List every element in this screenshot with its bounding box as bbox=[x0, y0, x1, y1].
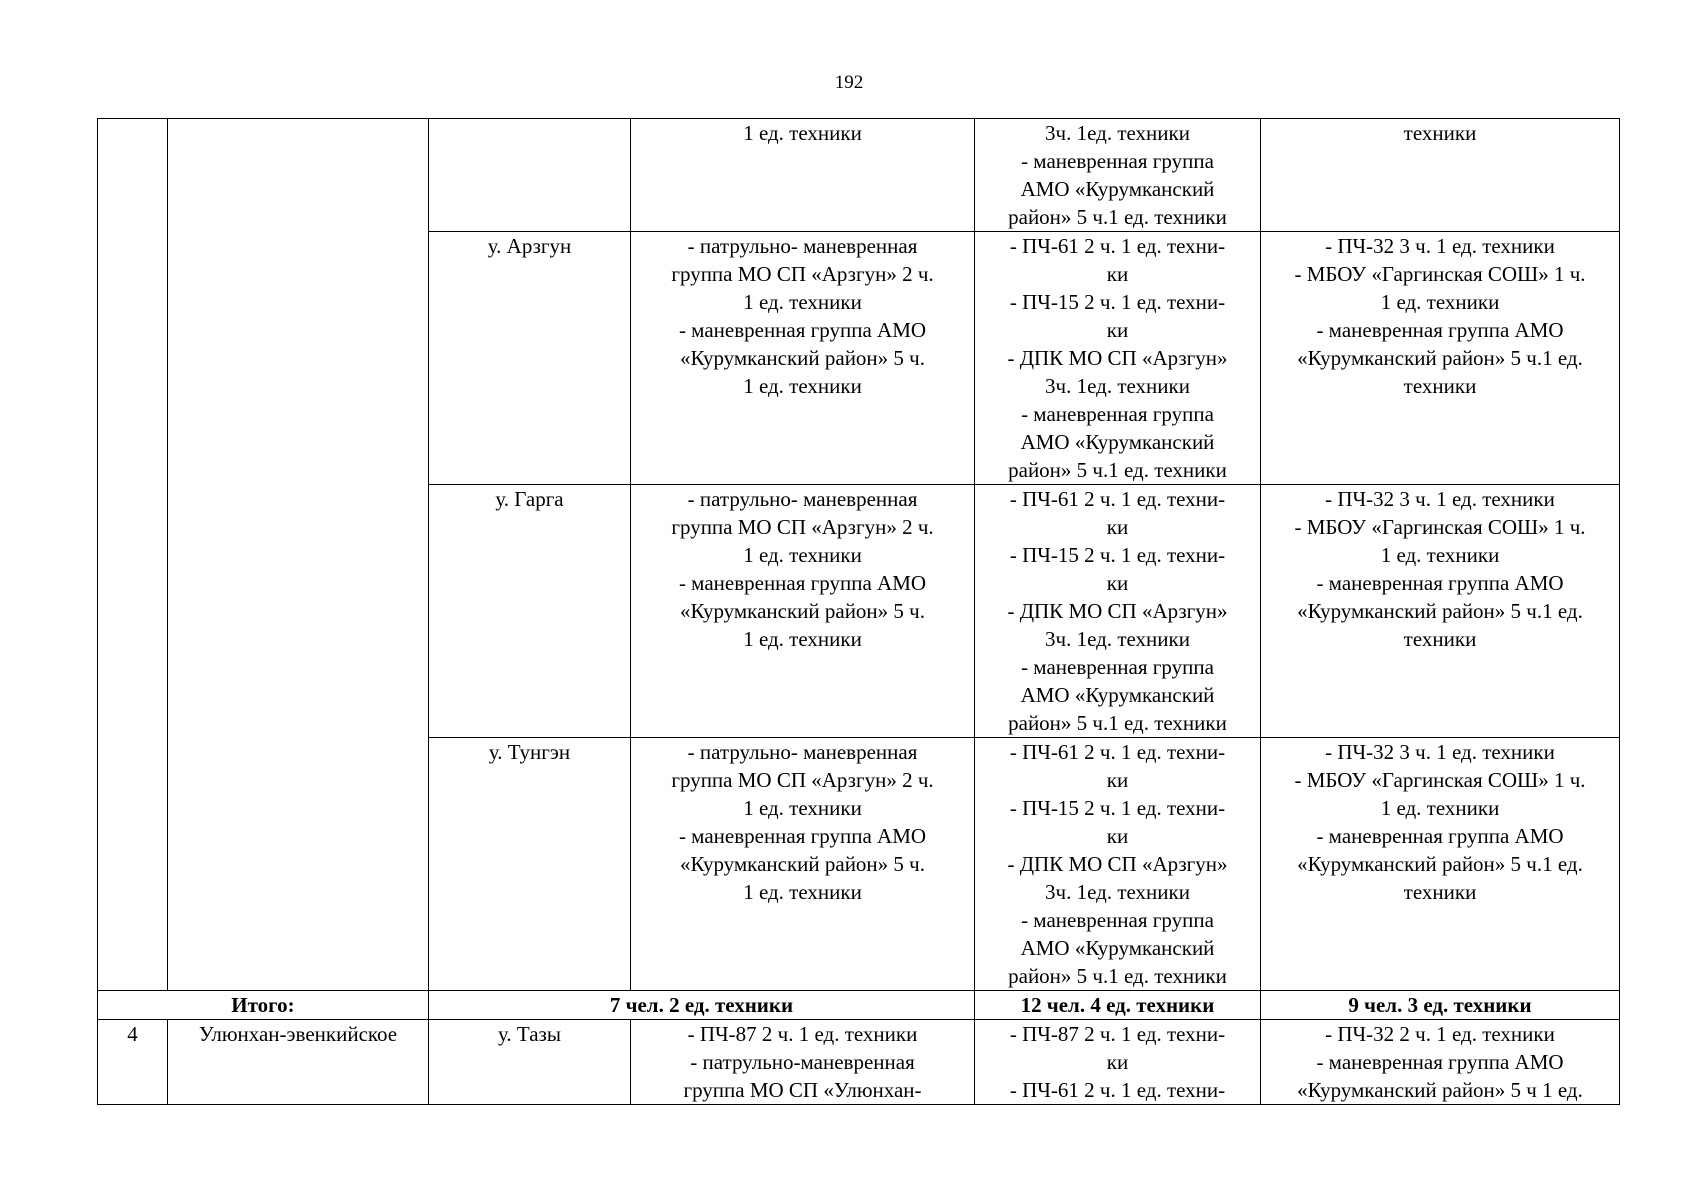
cell-line: ки bbox=[1106, 768, 1129, 792]
cell-line: группа МО СП «Арзгун» 2 ч. bbox=[671, 768, 934, 792]
third-tier-cell bbox=[1261, 485, 1620, 738]
cell-line: ки bbox=[1106, 824, 1129, 848]
cell-line: 1 ед. техники bbox=[743, 374, 862, 398]
cell-line: 1 ед. техники bbox=[743, 627, 862, 651]
cell-line: район» 5 ч.1 ед. техники bbox=[1008, 964, 1227, 988]
cell-line: - ПЧ-61 2 ч. 1 ед. техни- bbox=[1009, 740, 1226, 764]
cell-line: - ПЧ-32 3 ч. 1 ед. техники bbox=[1325, 234, 1555, 258]
table-row bbox=[98, 1020, 1620, 1105]
cell-line: - маневренная группа АМО bbox=[1316, 1050, 1564, 1074]
cell-line: группа МО СП «Улюнхан- bbox=[683, 1078, 922, 1102]
cell-line: 3ч. 1ед. техники bbox=[1045, 627, 1190, 651]
table-row bbox=[98, 119, 1620, 232]
municipality-cell: Улюнхан-эвенкийское bbox=[168, 1020, 429, 1105]
cell-line: - патрульно- маневренная bbox=[687, 234, 918, 258]
second-tier-cell bbox=[975, 119, 1261, 232]
cell-line: ки bbox=[1106, 262, 1129, 286]
number-cell: 4 bbox=[98, 1020, 168, 1105]
cell-line: - ДПК МО СП «Арзгун» bbox=[1007, 599, 1228, 623]
cell-line: «Курумканский район» 5 ч.1 ед. bbox=[1297, 346, 1583, 370]
municipality-cell-empty bbox=[168, 119, 429, 991]
cell-line: 3ч. 1ед. техники bbox=[1045, 374, 1190, 398]
second-tier-cell bbox=[975, 1020, 1261, 1105]
cell-line: ки bbox=[1106, 515, 1129, 539]
cell-line: район» 5 ч.1 ед. техники bbox=[1008, 711, 1227, 735]
cell-line: ки bbox=[1106, 318, 1129, 342]
total-first-tier: 7 чел. 2 ед. техники bbox=[429, 991, 975, 1020]
cell-line: 1 ед. техники bbox=[743, 543, 862, 567]
total-third-tier: 9 чел. 3 ед. техники bbox=[1261, 991, 1620, 1020]
total-label: Итого: bbox=[98, 991, 429, 1020]
cell-line: - ПЧ-87 2 ч. 1 ед. техники bbox=[687, 1022, 918, 1046]
second-tier-cell bbox=[975, 232, 1261, 485]
cell-line: 3ч. 1ед. техники bbox=[1045, 121, 1190, 145]
cell-line: - маневренная группа АМО bbox=[1316, 571, 1564, 595]
cell-line: 1 ед. техники bbox=[1380, 543, 1500, 567]
cell-line: группа МО СП «Арзгун» 2 ч. bbox=[671, 515, 934, 539]
cell-line: - маневренная группа АМО bbox=[678, 318, 927, 342]
cell-line: - ДПК МО СП «Арзгун» bbox=[1007, 852, 1228, 876]
cell-line: - ПЧ-61 2 ч. 1 ед. техни- bbox=[1009, 234, 1226, 258]
cell-line: - маневренная группа АМО bbox=[1316, 824, 1564, 848]
cell-line: - ПЧ-61 2 ч. 1 ед. техни- bbox=[1009, 1078, 1226, 1102]
cell-line: - ПЧ-87 2 ч. 1 ед. техни- bbox=[1009, 1022, 1226, 1046]
cell-line: техники bbox=[1403, 374, 1477, 398]
cell-line: АМО «Курумканский bbox=[1020, 430, 1215, 454]
cell-line: «Курумканский район» 5 ч. bbox=[680, 852, 925, 876]
settlement-cell bbox=[429, 1020, 631, 1105]
cell-line: техники bbox=[1403, 627, 1477, 651]
cell-line: - патрульно-маневренная bbox=[690, 1050, 915, 1074]
cell-line: - патрульно- маневренная bbox=[687, 740, 918, 764]
cell-line: 1 ед. техники bbox=[743, 796, 862, 820]
cell-line: АМО «Курумканский bbox=[1020, 683, 1215, 707]
first-tier-cell bbox=[631, 738, 975, 991]
cell-line: техники bbox=[1403, 880, 1477, 904]
cell-line: 3ч. 1ед. техники bbox=[1045, 880, 1190, 904]
first-tier-cell bbox=[631, 119, 975, 232]
cell-line: 1 ед. техники bbox=[1380, 796, 1500, 820]
cell-line: - маневренная группа bbox=[1021, 402, 1214, 426]
cell-line: - ПЧ-15 2 ч. 1 ед. техни- bbox=[1009, 796, 1226, 820]
cell-line: - ПЧ-15 2 ч. 1 ед. техни- bbox=[1009, 290, 1226, 314]
cell-line: - маневренная группа АМО bbox=[678, 824, 927, 848]
third-tier-cell bbox=[1261, 738, 1620, 991]
cell-line: «Курумканский район» 5 ч. bbox=[680, 599, 925, 623]
cell-line: - маневренная группа bbox=[1021, 149, 1214, 173]
second-tier-cell bbox=[975, 485, 1261, 738]
cell-line: «Курумканский район» 5 ч. bbox=[680, 346, 925, 370]
first-tier-cell bbox=[631, 485, 975, 738]
third-tier-cell bbox=[1261, 232, 1620, 485]
cell-line: 1 ед. техники bbox=[743, 121, 862, 145]
second-tier-cell bbox=[975, 738, 1261, 991]
cell-line: район» 5 ч.1 ед. техники bbox=[1008, 205, 1227, 229]
total-second-tier: 12 чел. 4 ед. техники bbox=[975, 991, 1261, 1020]
third-tier-cell bbox=[1261, 119, 1620, 232]
cell-line: ки bbox=[1106, 1050, 1129, 1074]
cell-line: - ПЧ-32 2 ч. 1 ед. техники bbox=[1325, 1022, 1555, 1046]
total-row bbox=[98, 991, 1620, 1020]
first-tier-cell bbox=[631, 232, 975, 485]
cell-line: - маневренная группа АМО bbox=[1316, 318, 1564, 342]
cell-line: район» 5 ч.1 ед. техники bbox=[1008, 458, 1227, 482]
settlement-name: у. Гарга bbox=[495, 487, 564, 511]
page-number: 192 bbox=[834, 72, 864, 93]
cell-line: 1 ед. техники bbox=[743, 290, 862, 314]
cell-line: «Курумканский район» 5 ч.1 ед. bbox=[1297, 599, 1583, 623]
cell-line: - ДПК МО СП «Арзгун» bbox=[1007, 346, 1228, 370]
cell-line: - маневренная группа bbox=[1021, 655, 1214, 679]
settlement-name: у. Тазы bbox=[498, 1022, 561, 1046]
cell-line: техники bbox=[1403, 121, 1477, 145]
cell-line: - ПЧ-61 2 ч. 1 ед. техни- bbox=[1009, 487, 1226, 511]
settlement-cell bbox=[429, 119, 631, 232]
cell-line: АМО «Курумканский bbox=[1020, 936, 1215, 960]
cell-line: ки bbox=[1106, 571, 1129, 595]
settlement-cell bbox=[429, 232, 631, 485]
cell-line: - МБОУ «Гаргинская СОШ» 1 ч. bbox=[1294, 515, 1586, 539]
cell-line: «Курумканский район» 5 ч.1 ед. bbox=[1297, 852, 1583, 876]
cell-line: 1 ед. техники bbox=[1380, 290, 1500, 314]
cell-line: АМО «Курумканский bbox=[1020, 177, 1215, 201]
settlement-name: у. Арзгун bbox=[487, 234, 572, 258]
cell-line: - МБОУ «Гаргинская СОШ» 1 ч. bbox=[1294, 768, 1586, 792]
cell-line: 1 ед. техники bbox=[743, 880, 862, 904]
cell-line: - ПЧ-32 3 ч. 1 ед. техники bbox=[1325, 487, 1555, 511]
cell-line: «Курумканский район» 5 ч 1 ед. bbox=[1297, 1078, 1583, 1102]
first-tier-cell bbox=[631, 1020, 975, 1105]
cell-line: - маневренная группа АМО bbox=[678, 571, 927, 595]
number-cell-empty bbox=[98, 119, 168, 991]
cell-line: - ПЧ-32 3 ч. 1 ед. техники bbox=[1325, 740, 1555, 764]
forces-table bbox=[97, 118, 1620, 1105]
cell-line: - ПЧ-15 2 ч. 1 ед. техни- bbox=[1009, 543, 1226, 567]
settlement-name: у. Тунгэн bbox=[488, 740, 571, 764]
cell-line: - маневренная группа bbox=[1021, 908, 1214, 932]
settlement-cell bbox=[429, 485, 631, 738]
cell-line: группа МО СП «Арзгун» 2 ч. bbox=[671, 262, 934, 286]
cell-line: - патрульно- маневренная bbox=[687, 487, 918, 511]
cell-line: - МБОУ «Гаргинская СОШ» 1 ч. bbox=[1294, 262, 1586, 286]
third-tier-cell bbox=[1261, 1020, 1620, 1105]
settlement-cell bbox=[429, 738, 631, 991]
